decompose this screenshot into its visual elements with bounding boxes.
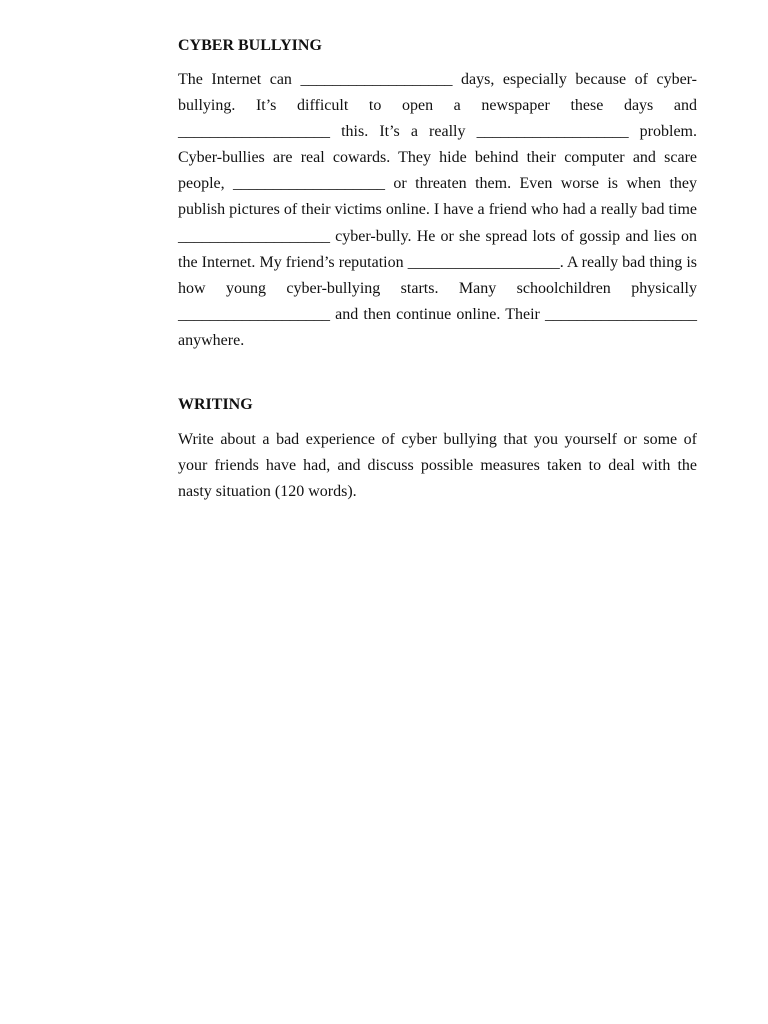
writing-heading: WRITING: [178, 396, 253, 414]
cyber-bullying-section: [178, 36, 697, 354]
cloze-paragraph: The Internet can ___________________ days, especially because of cyber-bullying. It’s difficult to open a newspaper these days and ___________________ this. It’s a really ___________________ problem. Cyber-bullies are real cowards. They hide behind their computer and scare people, ___________________ or threaten them. Even worse is when they publish pictures of their victims online. I have a friend who had a really bad time ___________________ cyber-bully. He or she spread lots of gossip and lies on the Internet. My friend’s reputation ___________________. A really bad thing is how young cyber-bullying starts. Many schoolchildren physically ___________________ and then continue online. Their ___________________ anywhere.: [178, 71, 697, 349]
writing-section: [178, 395, 697, 505]
worksheet-page: [178, 36, 697, 505]
cyber-bullying-heading: CYBER BULLYING: [178, 37, 322, 54]
writing-prompt: Write about a bad experience of cyber bullying that you yourself or some of your friends have had, and discuss possible measures taken to deal with the nasty situation (120 words).: [178, 431, 697, 501]
